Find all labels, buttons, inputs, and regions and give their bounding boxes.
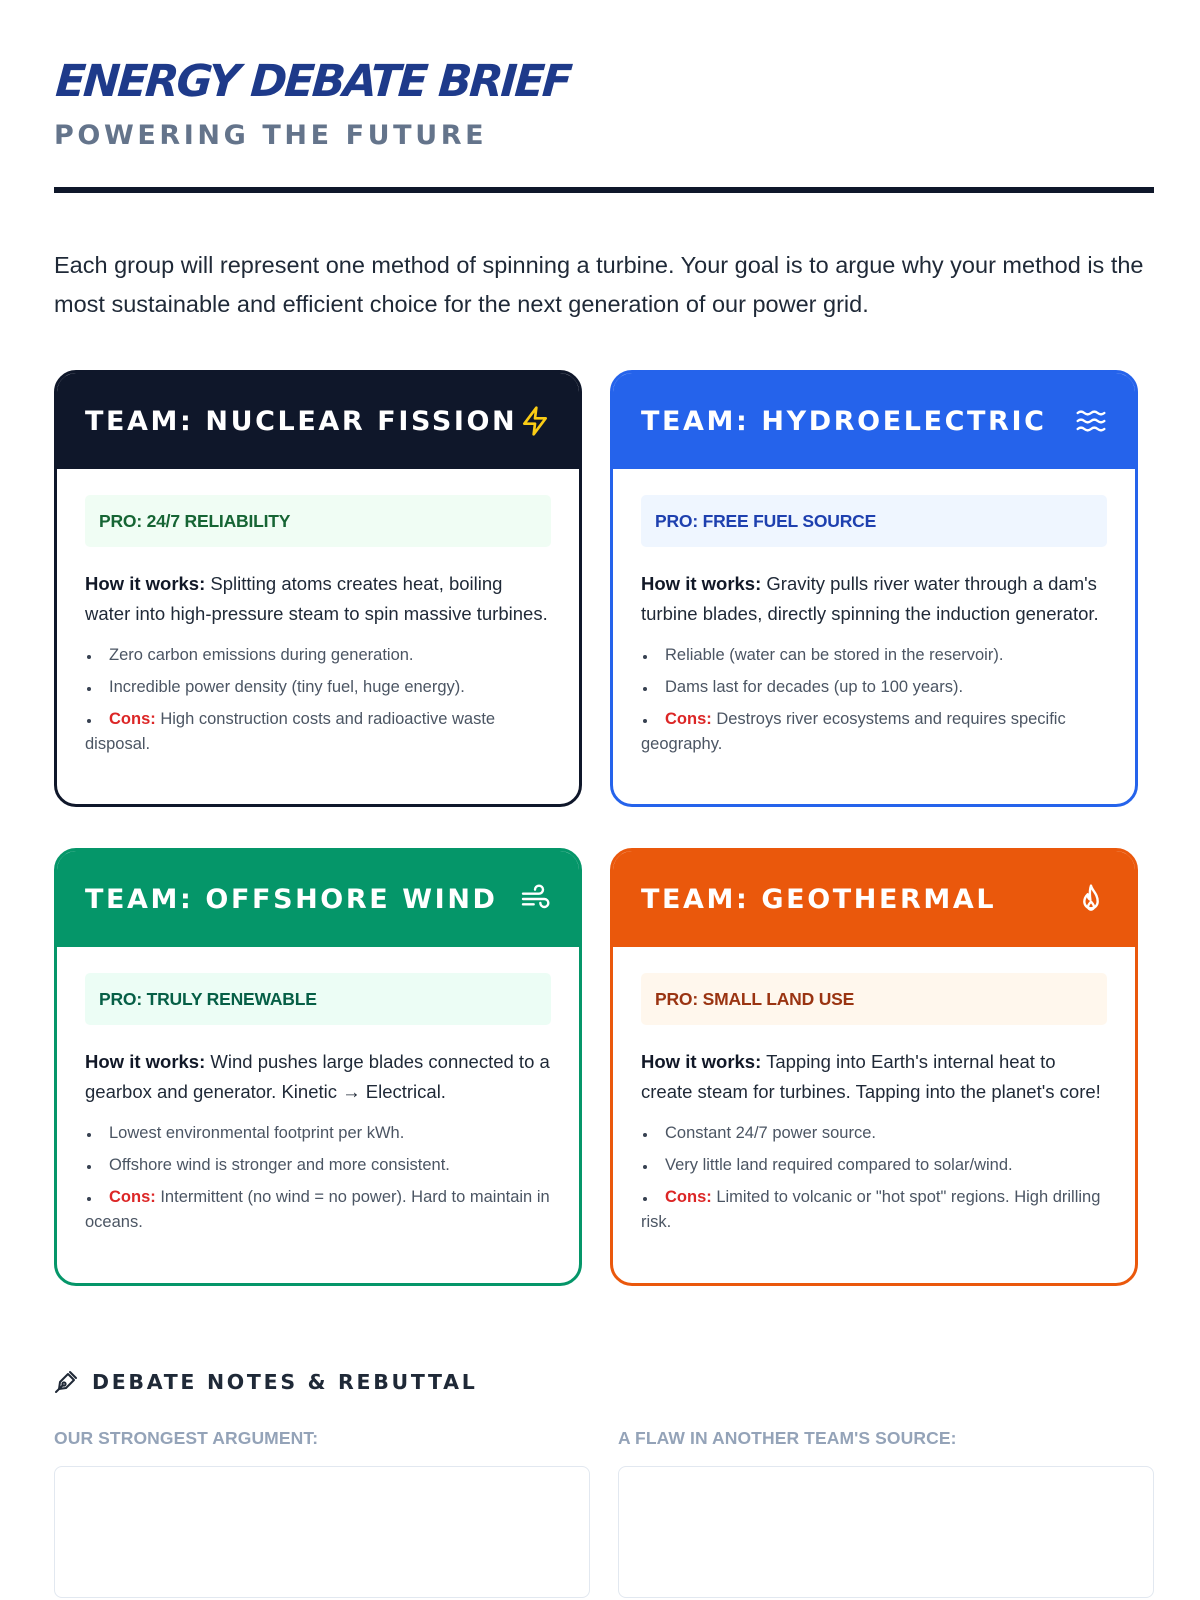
- team-card-geothermal: [610, 848, 1138, 1286]
- points-list: [641, 643, 1107, 757]
- intro-text: Each group will represent one method of spinning a turbine. Your goal is to argue why your method is the most sustainable and efficient choice for the next generation of our power grid.: [54, 252, 1144, 317]
- team-card-body: [57, 947, 579, 1266]
- strongest-argument-label: OUR STRONGEST ARGUMENT:: [54, 1428, 319, 1448]
- strongest-argument-box[interactable]: [54, 1466, 590, 1598]
- page-subtitle: POWERING THE FUTURE: [54, 120, 488, 151]
- list-item: Lowest environmental footprint per kWh.: [85, 1121, 551, 1146]
- list-item: Zero carbon emissions during generation.: [85, 643, 551, 668]
- source-flaw-label: A FLAW IN ANOTHER TEAM'S SOURCE:: [618, 1428, 957, 1448]
- pen-icon: [54, 1370, 78, 1394]
- team-title: TEAM: HYDROELECTRIC: [641, 405, 1047, 437]
- how-it-works: How it works: Tapping into Earth's internal heat to create steam for turbines. Tapping into the planet's core!: [641, 1051, 1101, 1102]
- flame-icon: [1074, 882, 1108, 916]
- team-card-nuclear: [54, 370, 582, 807]
- cons-item: Cons: Destroys river ecosystems and requires specific geography.: [641, 707, 1107, 757]
- team-card-body: [57, 469, 579, 788]
- team-card-header: [613, 851, 1135, 947]
- team-card-body: [613, 469, 1135, 788]
- notes-title: DEBATE NOTES & REBUTTAL: [92, 1370, 478, 1394]
- list-item: Offshore wind is stronger and more consistent.: [85, 1153, 551, 1178]
- list-item: Dams last for decades (up to 100 years).: [641, 675, 1107, 700]
- list-item: Reliable (water can be stored in the reservoir).: [641, 643, 1107, 668]
- pro-badge: PRO: FREE FUEL SOURCE: [641, 495, 1107, 547]
- waves-icon: [1074, 404, 1108, 438]
- pro-badge: PRO: SMALL LAND USE: [641, 973, 1107, 1025]
- team-card-body: [613, 947, 1135, 1266]
- team-card-hydroelectric: [610, 370, 1138, 807]
- team-title: TEAM: GEOTHERMAL: [641, 883, 997, 915]
- wind-icon: [518, 882, 552, 916]
- list-item: Very little land required compared to solar/wind.: [641, 1153, 1107, 1178]
- pro-badge: PRO: TRULY RENEWABLE: [85, 973, 551, 1025]
- points-list: [85, 643, 551, 757]
- points-list: [85, 1121, 551, 1235]
- how-it-works: How it works: Wind pushes large blades connected to a gearbox and generator. Kinetic → Electrical.: [85, 1051, 550, 1102]
- how-it-works: How it works: Gravity pulls river water through a dam's turbine blades, directly spinning the induction generator.: [641, 573, 1099, 624]
- team-title: TEAM: NUCLEAR FISSION: [85, 405, 518, 437]
- team-card-header: [57, 373, 579, 469]
- page-title: ENERGY DEBATE BRIEF: [54, 56, 572, 107]
- points-list: [641, 1121, 1107, 1235]
- team-card-header: [613, 373, 1135, 469]
- cons-item: Cons: Limited to volcanic or "hot spot" regions. High drilling risk.: [641, 1185, 1107, 1235]
- header-divider: [54, 187, 1154, 193]
- lightning-icon: [518, 404, 552, 438]
- team-card-offshore-wind: [54, 848, 582, 1286]
- cons-item: Cons: Intermittent (no wind = no power). Hard to maintain in oceans.: [85, 1185, 551, 1235]
- list-item: Incredible power density (tiny fuel, huge energy).: [85, 675, 551, 700]
- notes-header: [54, 1370, 477, 1394]
- team-card-header: [57, 851, 579, 947]
- list-item: Constant 24/7 power source.: [641, 1121, 1107, 1146]
- how-it-works: How it works: Splitting atoms creates heat, boiling water into high-pressure steam to spin massive turbines.: [85, 573, 548, 624]
- team-title: TEAM: OFFSHORE WIND: [85, 883, 498, 915]
- pro-badge: PRO: 24/7 RELIABILITY: [85, 495, 551, 547]
- cons-item: Cons: High construction costs and radioactive waste disposal.: [85, 707, 551, 757]
- source-flaw-box[interactable]: [618, 1466, 1154, 1598]
